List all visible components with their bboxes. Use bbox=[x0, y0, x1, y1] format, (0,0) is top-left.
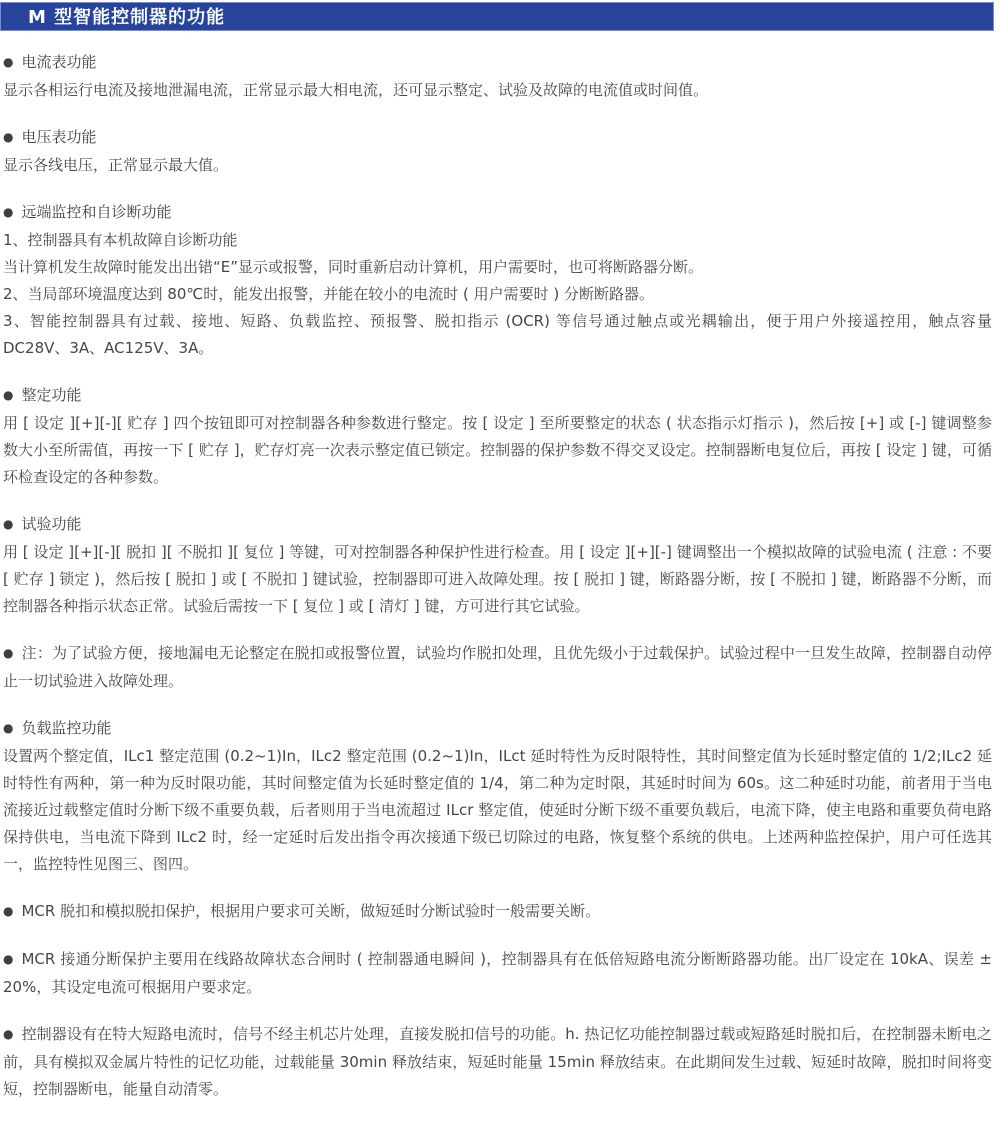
section bbox=[3, 640, 992, 695]
bullet-icon: ● bbox=[3, 904, 14, 918]
paragraph bbox=[3, 227, 992, 254]
paragraph bbox=[3, 743, 992, 878]
paragraph-text: 用 [ 设定 ][+][-][ 脱扣 ][ 不脱扣 ][ 复位 ] 等键，可对控制器各种保护性进行检查。用 [ 设定 ][+][-] 键调整出一个模拟故障的试验电流 ( 注意 : 不要 [ 贮存 ] 锁定 )，然后按 [ 脱扣 ] 或 [ 不脱扣 ] 键试验，控制器即可进入故障处理。按 [ 脱扣 ] 键，断路器分断，按 [ 不脱扣 ] 键，断路器不分断，而控制器各种指示状态正常。试验后需按一下 [ 复位 ] 或 [ 清灯 ] 键，方可进行其它试验。 bbox=[3, 543, 992, 615]
paragraph-text: 2、当局部环境温度达到 80℃时，能发出报警，并能在较小的电流时 ( 用户需要时 ) 分断断路器。 bbox=[3, 285, 655, 303]
bullet-icon: ● bbox=[3, 205, 14, 219]
paragraph bbox=[3, 254, 992, 281]
paragraph-text: MCR 接通分断保护主要用在线路故障状态合闸时 ( 控制器通电瞬间 )，控制器具有在低倍短路电流分断断路器功能。出厂设定在 10kA、误差 ± 20%，其设定电流可根据用户要求定。 bbox=[3, 950, 992, 996]
bullet-icon: ● bbox=[3, 721, 14, 735]
paragraph bbox=[3, 308, 992, 362]
paragraph bbox=[3, 77, 992, 104]
bullet-icon: ● bbox=[3, 130, 14, 144]
bullet-icon: ● bbox=[3, 1027, 14, 1041]
paragraph-text: 3、智能控制器具有过载、接地、短路、负载监控、预报警、脱扣指示 (OCR) 等信号通过触点或光耦输出，便于用户外接遥控用，触点容量 DC28V、3A、AC125V、3A。 bbox=[3, 312, 992, 357]
section bbox=[3, 946, 992, 1001]
paragraph-text: 显示各相运行电流及接地泄漏电流，正常显示最大相电流，还可显示整定、试验及故障的电流值或时间值。 bbox=[3, 81, 709, 99]
paragraph-text: 控制器设有在特大短路电流时，信号不经主机芯片处理，直接发脱扣信号的功能。h. 热记忆功能控制器过载或短路延时脱扣后，在控制器未断电之前，具有模拟双金属片特性的记忆功能，过载能量 30min 释放结束，短延时能量 15min 释放结束。在此期间发生过载、短延时故障，脱扣时间将变短，控制器断电，能量自动清零。 bbox=[3, 1025, 992, 1098]
bullet-icon: ● bbox=[3, 55, 14, 69]
paragraph-text: 显示各线电压，正常显示最大值。 bbox=[3, 156, 229, 174]
paragraph-text: 用 [ 设定 ][+][-][ 贮存 ] 四个按钮即可对控制器各种参数进行整定。按 [ 设定 ] 至所要整定的状态 ( 状态指示灯指示 )，然后按 [+] 或 [-] 键调整参数大小至所需值，再按一下 [ 贮存 ]，贮存灯亮一次表示整定值已锁定。控制器的保护参数不得交叉设定。控制器断电复位后，再按 [ 设定 ] 键，可循环检查设定的各种参数。 bbox=[3, 414, 992, 486]
section bbox=[3, 199, 992, 362]
paragraph bbox=[3, 946, 992, 1001]
section-heading-text: 电流表功能 bbox=[21, 53, 97, 71]
paragraph-text: 1、控制器具有本机故障自诊断功能 bbox=[3, 231, 238, 249]
section bbox=[3, 124, 992, 179]
section-heading-text: 整定功能 bbox=[21, 386, 82, 404]
section-heading-text: 负载监控功能 bbox=[21, 719, 112, 737]
paragraph bbox=[3, 410, 992, 491]
section-heading bbox=[3, 511, 992, 539]
section-heading bbox=[3, 382, 992, 410]
section-heading bbox=[3, 199, 992, 227]
bullet-icon: ● bbox=[3, 952, 14, 966]
section-heading bbox=[3, 715, 992, 743]
paragraph bbox=[3, 1021, 992, 1103]
section bbox=[3, 511, 992, 620]
section-heading-text: 电压表功能 bbox=[21, 128, 97, 146]
section-heading-text: 远端监控和自诊断功能 bbox=[21, 203, 172, 221]
section bbox=[3, 49, 992, 104]
bullet-icon: ● bbox=[3, 388, 14, 402]
paragraph-text: 当计算机发生故障时能发出出错“E”显示或报警，同时重新启动计算机，用户需要时，也可将断路器分断。 bbox=[3, 258, 704, 276]
paragraph bbox=[3, 152, 992, 179]
section-heading bbox=[3, 49, 992, 77]
section bbox=[3, 715, 992, 878]
section bbox=[3, 898, 992, 926]
paragraph-text: 设置两个整定值，ILc1 整定范围 (0.2~1)In，ILc2 整定范围 (0.2~1)In，ILct 延时特性为反时限特性，其时间整定值为长延时整定值的 1/2;ILc2 延时特性有两种，第一种为反时限功能，其时间整定值为长延时整定值的 1/4，第二种为定时限，其延时时间为 60s。这二种延时功能，前者用于当电流接近过载整定值时分断下级不重要负载，后者则用于当电流超过 ILcr 整定值，使延时分断下级不重要负载后，电流下降，使主电路和重要负荷电路保持供电，当电流下降到 ILc2 时，经一定延时后发出指令再次接通下级已切除过的电路，恢复整个系统的供电。上述两种监控保护，用户可任选其一，监控特性见图三、图四。 bbox=[3, 747, 992, 873]
bullet-icon: ● bbox=[3, 646, 14, 660]
paragraph-text: 注：为了试验方便，接地漏电无论整定在脱扣或报警位置，试验均作脱扣处理，且优先级小于过载保护。试验过程中一旦发生故障，控制器自动停止一切试验进入故障处理。 bbox=[3, 644, 992, 690]
section-heading bbox=[3, 124, 992, 152]
paragraph bbox=[3, 640, 992, 695]
paragraph-text: MCR 脱扣和模拟脱扣保护，根据用户要求可关断，做短延时分断试验时一般需要关断。 bbox=[21, 902, 601, 920]
section bbox=[3, 382, 992, 491]
section bbox=[3, 1021, 992, 1103]
bullet-icon: ● bbox=[3, 517, 14, 531]
section-heading-text: 试验功能 bbox=[21, 515, 82, 533]
paragraph bbox=[3, 281, 992, 308]
document-content bbox=[0, 31, 1000, 1139]
paragraph bbox=[3, 539, 992, 620]
page-title: M 型智能控制器的功能 bbox=[0, 2, 994, 31]
paragraph bbox=[3, 898, 992, 926]
